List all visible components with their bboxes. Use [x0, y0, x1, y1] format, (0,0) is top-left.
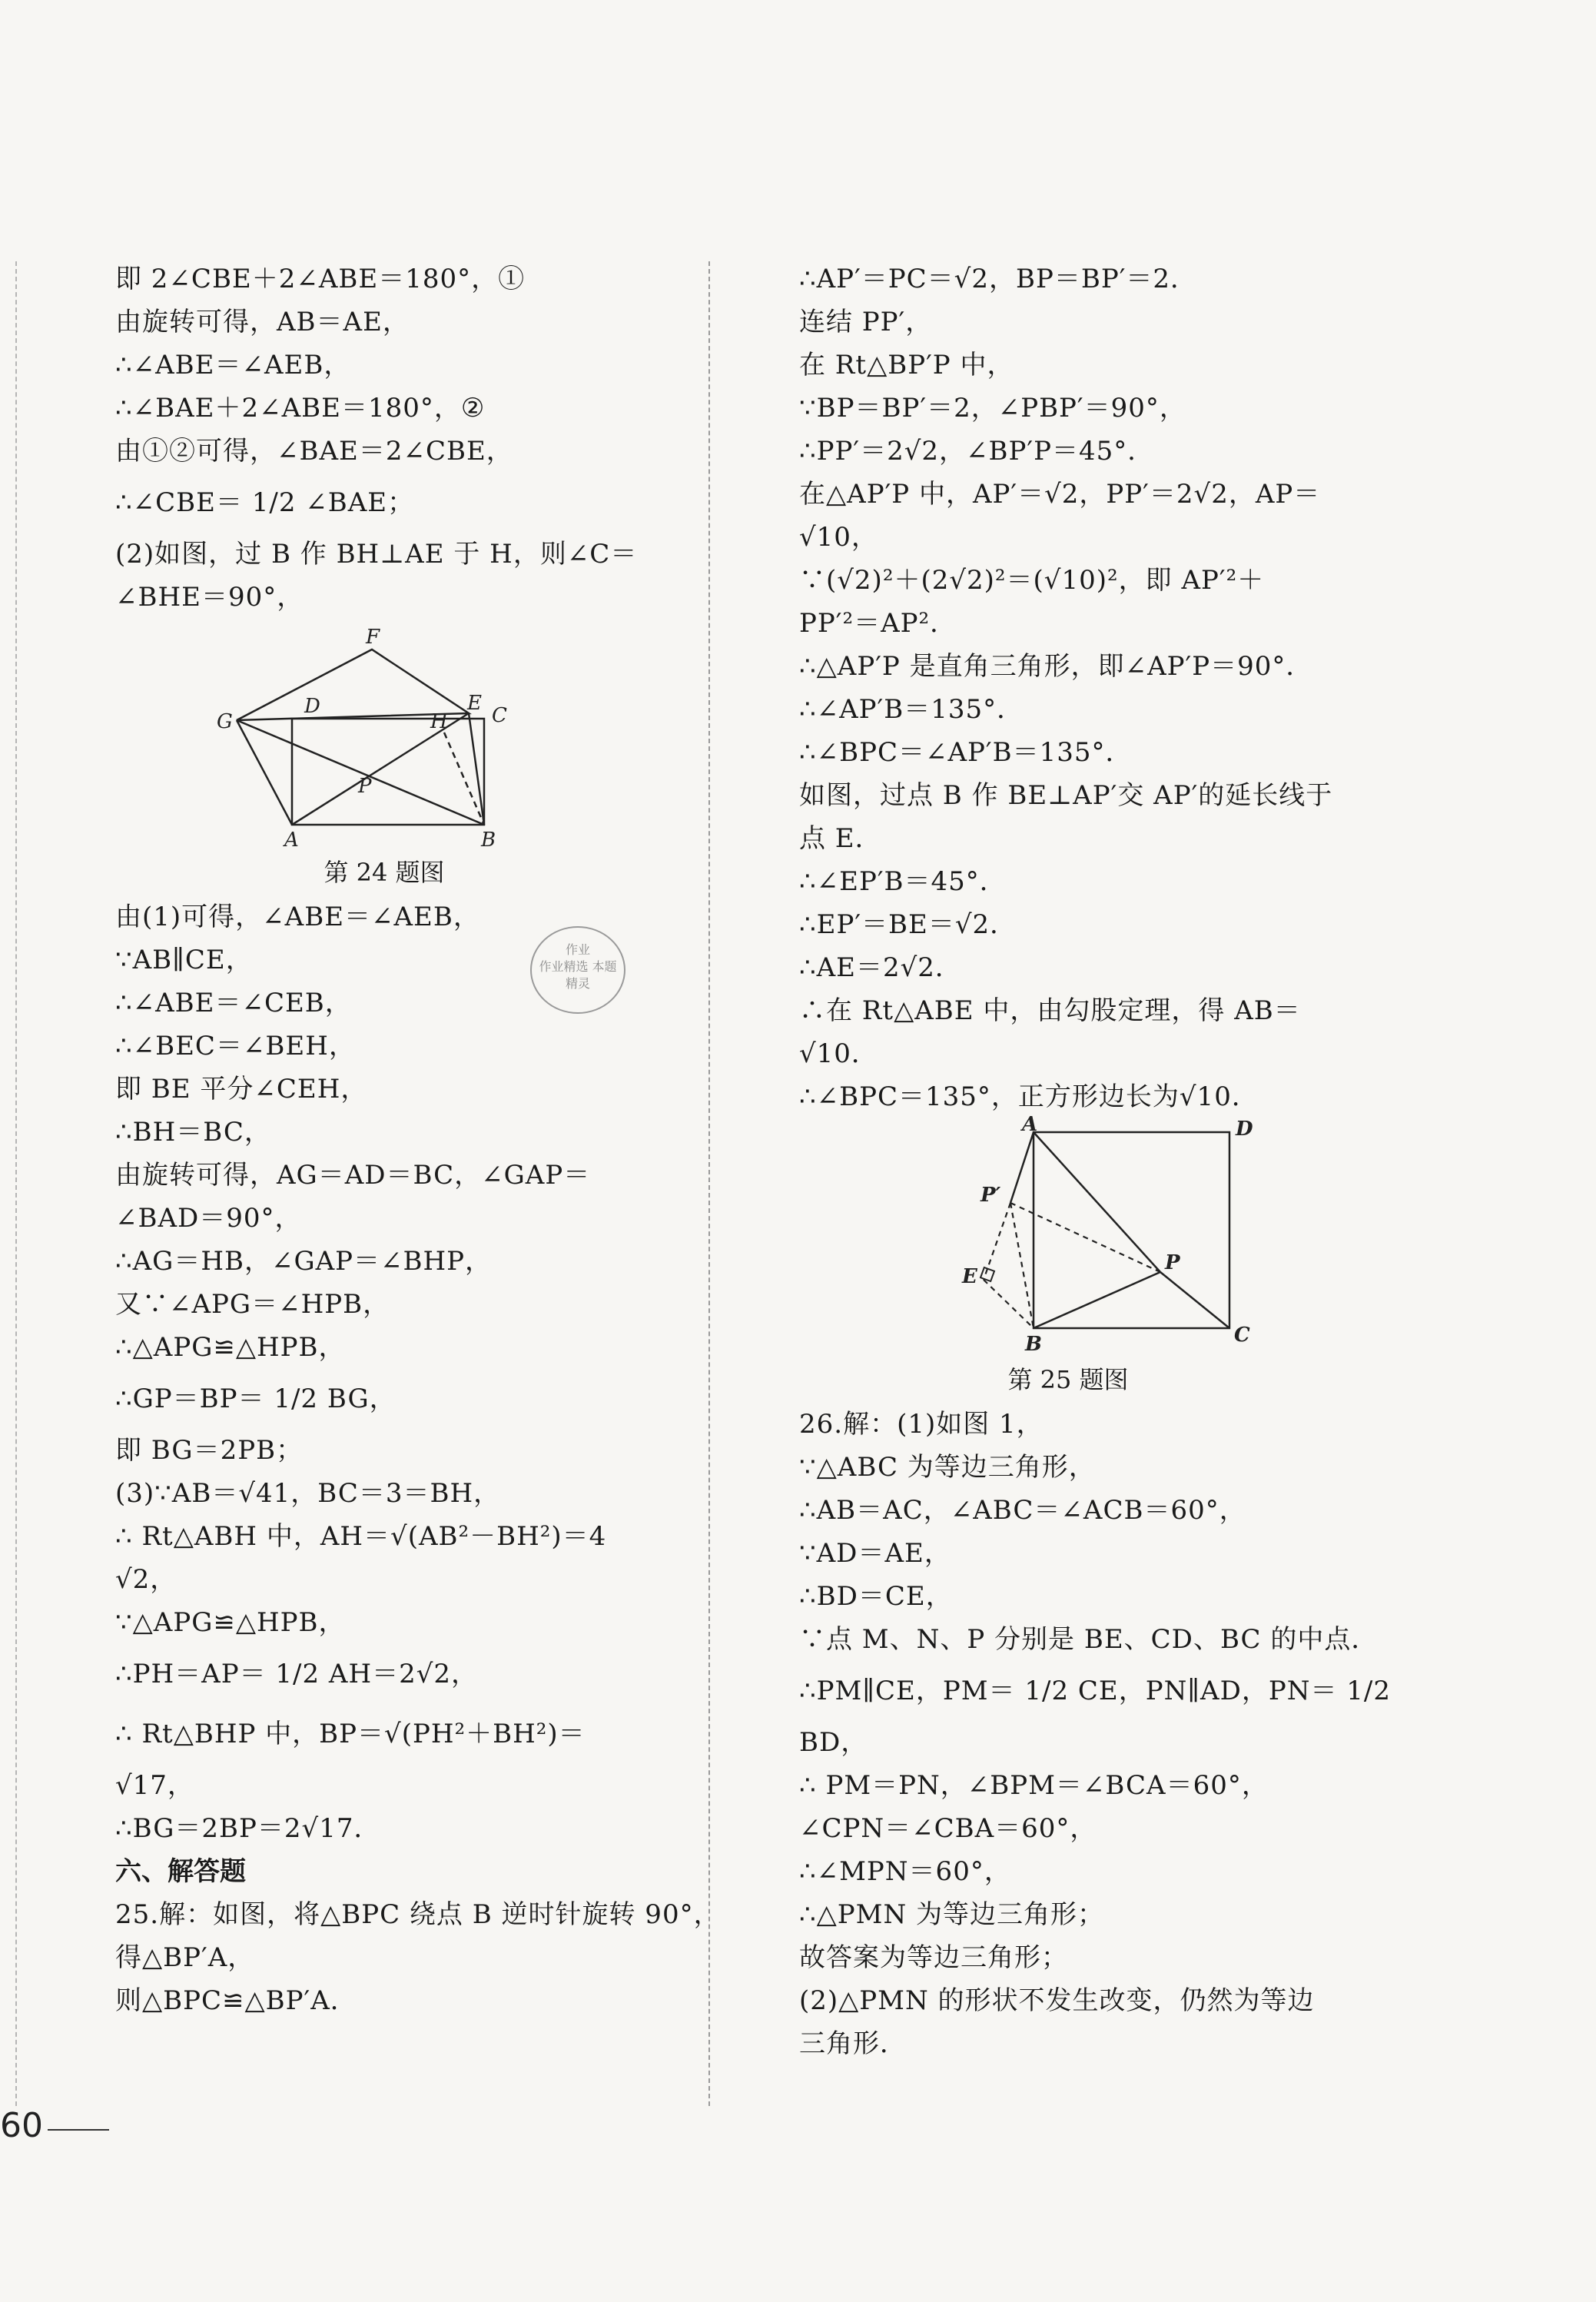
stamp-line: 精灵 — [565, 976, 590, 991]
text-line: ∴△APG≌△HPB， — [115, 1332, 346, 1363]
segment-ap-prime — [1010, 1132, 1034, 1203]
fig25-label-b: B — [1025, 1333, 1042, 1356]
text-line: 则△BPC≌△BP′A． — [115, 1985, 357, 2016]
text-line: ∴∠EP′B＝45°． — [799, 866, 1007, 897]
segment-cp — [1160, 1272, 1229, 1328]
text-line: ∴AB＝AC，∠ABC＝∠ACB＝60°， — [799, 1495, 1246, 1526]
homework-stamp — [530, 926, 625, 1014]
fig25-label-e: E — [962, 1265, 977, 1288]
text-line: √10， — [799, 522, 878, 553]
text-line: PP′²＝AP²． — [799, 608, 957, 639]
binding-margin-rule — [15, 261, 17, 2106]
left-column — [115, 257, 721, 2022]
text-line: 即 BG＝2PB； — [115, 1435, 304, 1466]
segment-eb — [469, 713, 484, 825]
fig24-label-f: F — [366, 626, 380, 649]
fig25-label-d: D — [1236, 1118, 1253, 1141]
fig25-label-a: A — [1022, 1113, 1038, 1136]
text-line: (3)∵AB＝√41，BC＝3＝BH， — [115, 1478, 501, 1509]
figure-25-caption: 第 25 题图 — [1007, 1365, 1129, 1394]
text-line: ∴BG＝2BP＝2√17． — [115, 1813, 381, 1844]
segment-gb — [237, 720, 484, 825]
text-line: ∴∠BPC＝∠AP′B＝135°． — [799, 737, 1133, 768]
text-line: √10． — [799, 1038, 878, 1069]
text-line: ∴EP′＝BE＝√2． — [799, 909, 1017, 940]
text-line: 三角形． — [799, 2028, 907, 2059]
text-line: ∵AB∥CE， — [115, 945, 253, 975]
text-line: ∴在 Rt△ABE 中，由勾股定理，得 AB＝ — [799, 995, 1301, 1026]
text-line: ∴∠ABE＝∠AEB， — [115, 350, 351, 380]
text-line: ∵(√2)²＋(2√2)²＝(√10)²，即 AP′²＋ — [799, 565, 1265, 596]
text-line: ∴BH＝BC， — [115, 1117, 271, 1148]
stamp-line: 作业 — [565, 942, 590, 957]
text-line: 即 2∠CBE＋2∠ABE＝180°，① — [115, 264, 526, 294]
text-line: 由(1)可得，∠ABE＝∠AEB， — [115, 902, 480, 932]
text-line: ∵△ABC 为等边三角形， — [799, 1452, 1096, 1483]
text-line: ∵△APG≌△HPB， — [115, 1607, 346, 1638]
text-line: (2)如图，过 B 作 BH⊥AE 于 H，则∠C＝ — [115, 539, 638, 570]
text-line: ∴PM∥CE，PM＝ 1/2 CE，PN∥AD，PN＝ 1/2 — [799, 1676, 1392, 1706]
fig24-label-e: E — [467, 692, 482, 715]
segment-be-dashed — [984, 1280, 1034, 1328]
text-line: ∴∠CBE＝ 1/2 ∠BAE； — [115, 487, 415, 518]
text-line: ∴∠BAE＋2∠ABE＝180°，② — [115, 393, 486, 424]
text-line: 由旋转可得，AB＝AE， — [115, 307, 410, 337]
text-line: (2)△PMN 的形状不发生改变，仍然为等边 — [799, 1985, 1315, 2016]
text-line: √2， — [115, 1564, 178, 1595]
text-line: ∴PP′＝2√2，∠BP′P＝45°． — [799, 436, 1155, 467]
text-line: ∴AE＝2√2． — [799, 952, 962, 983]
text-line: 在△AP′P 中，AP′＝√2，PP′＝2√2，AP＝ — [799, 479, 1321, 510]
rectangle-abcd — [292, 719, 484, 825]
text-line: ∠BHE＝90°， — [115, 582, 304, 613]
text-line: 点 E． — [799, 823, 882, 854]
text-line: √17， — [115, 1770, 194, 1801]
segment-ap — [1034, 1132, 1160, 1272]
figure-24 — [207, 619, 561, 852]
text-line: ∠BAD＝90°， — [115, 1203, 302, 1234]
text-line: 即 BE 平分∠CEH， — [115, 1074, 368, 1104]
fig25-label-p: P — [1165, 1251, 1180, 1274]
text-line: ∴∠ABE＝∠CEB， — [115, 988, 352, 1018]
segment-bp — [1034, 1272, 1160, 1328]
text-line: 26.解：(1)如图 1， — [799, 1409, 1044, 1440]
fig24-label-c: C — [492, 704, 507, 727]
text-line: ∠CPN＝∠CBA＝60°， — [799, 1813, 1097, 1844]
text-line: ∵AD＝AE， — [799, 1538, 951, 1569]
stamp-line: 作业精选 本题 — [539, 959, 617, 974]
text-line: ∴AP′＝PC＝√2，BP＝BP′＝2． — [799, 264, 1198, 294]
fig24-label-b: B — [481, 829, 496, 852]
fig24-label-h: H — [430, 710, 448, 733]
text-line: 得△BP′A， — [115, 1942, 255, 1973]
figure-24-caption: 第 24 题图 — [324, 858, 445, 887]
text-line: 在 Rt△BP′P 中， — [799, 350, 1014, 380]
page-number: 60 — [0, 2106, 43, 2145]
text-line: ∴ Rt△BHP 中，BP＝√(PH²＋BH²)＝ — [115, 1719, 586, 1749]
fig24-label-g: G — [217, 710, 233, 733]
text-line: ∴∠MPN＝60°， — [799, 1856, 1011, 1887]
text-line: ∴∠BEC＝∠BEH， — [115, 1031, 356, 1061]
text-line: ∴ PM＝PN，∠BPM＝∠BCA＝60°， — [799, 1770, 1269, 1801]
text-line: ∴∠AP′B＝135°． — [799, 694, 1024, 725]
text-line: 故答案为等边三角形； — [799, 1942, 1068, 1973]
square-abcd — [1034, 1132, 1229, 1328]
fig25-label-c: C — [1234, 1324, 1250, 1347]
text-line: ∴AG＝HB，∠GAP＝∠BHP， — [115, 1246, 493, 1277]
segment-ga — [237, 720, 292, 825]
text-line: ∴GP＝BP＝ 1/2 BG， — [115, 1384, 397, 1414]
text-line: 25.解：如图，将△BPC 绕点 B 逆时针旋转 90°， — [115, 1899, 721, 1930]
fig24-label-p: P — [358, 775, 372, 798]
text-line: 又∵∠APG＝∠HPB， — [115, 1289, 390, 1320]
fig25-label-p-prime: P′ — [980, 1184, 1001, 1207]
text-line: ∴ Rt△ABH 中，AH＝√(AB²－BH²)＝4 — [115, 1521, 607, 1552]
text-line: ∴△AP′P 是直角三角形，即∠AP′P＝90°． — [799, 651, 1313, 682]
text-line: BD， — [799, 1727, 868, 1758]
text-line: ∴BD＝CE， — [799, 1581, 953, 1612]
text-line: 由①②可得，∠BAE＝2∠CBE， — [115, 436, 513, 467]
column-divider — [708, 261, 710, 2106]
page-number-rule — [48, 2129, 109, 2131]
fig24-label-a: A — [284, 829, 299, 852]
section-heading: 六、解答题 — [115, 1856, 246, 1887]
text-line: ∴PH＝AP＝ 1/2 AH＝2√2， — [115, 1659, 479, 1689]
text-line: ∴△PMN 为等边三角形； — [799, 1899, 1105, 1930]
text-line: 如图，过点 B 作 BE⊥AP′交 AP′的延长线于 — [799, 780, 1333, 811]
text-line: ∵点 M、N、P 分别是 BE、CD、BC 的中点． — [799, 1624, 1379, 1655]
figure-25 — [891, 1113, 1253, 1357]
text-line: 连结 PP′， — [799, 307, 933, 337]
text-line: 由旋转可得，AG＝AD＝BC，∠GAP＝ — [115, 1160, 591, 1191]
text-line: ∵BP＝BP′＝2，∠PBP′＝90°， — [799, 393, 1186, 424]
fig24-label-d: D — [304, 695, 320, 718]
text-line: ∴∠BPC＝135°，正方形边长为√10． — [799, 1081, 1259, 1112]
right-column — [799, 257, 1392, 2065]
